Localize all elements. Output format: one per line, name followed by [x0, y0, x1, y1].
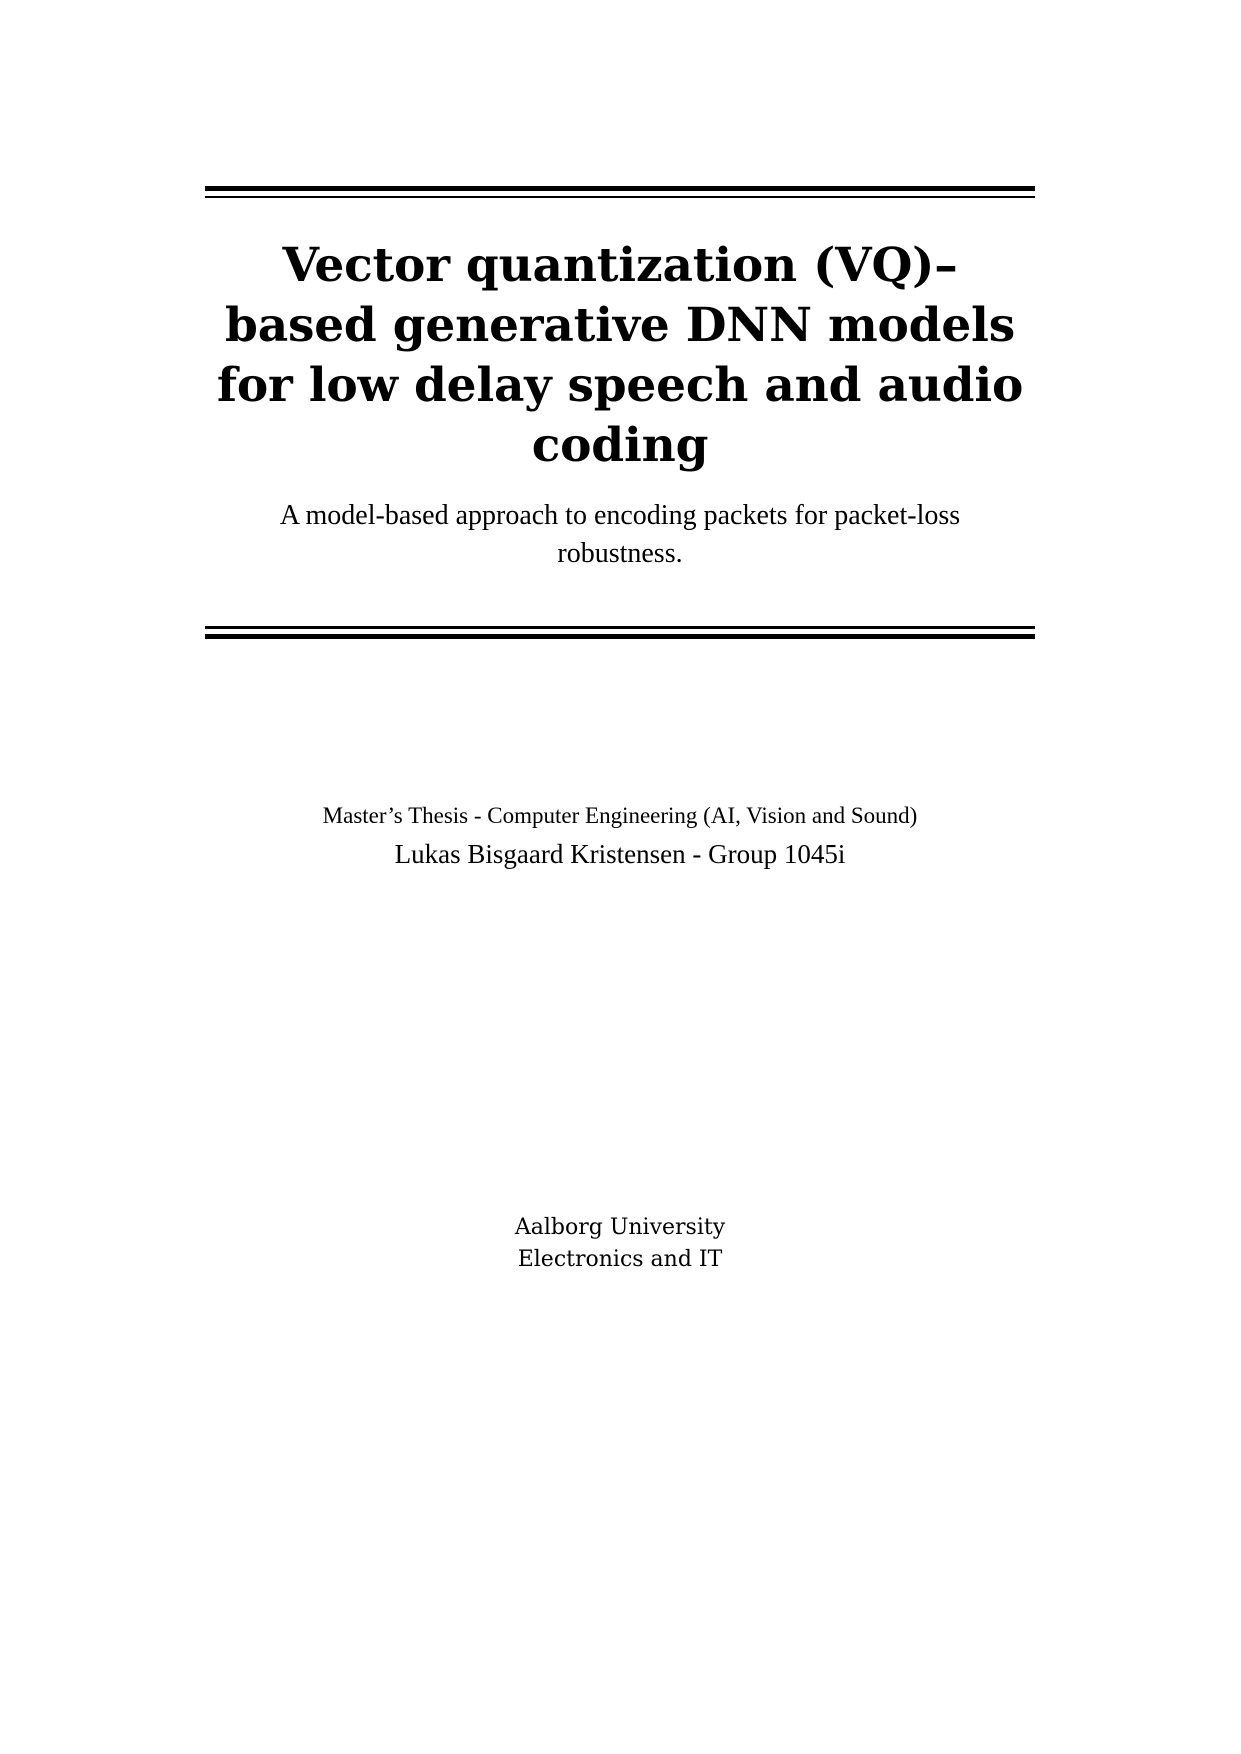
title-spacer: [205, 574, 1035, 626]
top-double-rule: [205, 186, 1035, 198]
bottom-double-rule: [205, 626, 1035, 639]
department-label: Electronics and IT: [517, 1246, 723, 1272]
page-subtitle: A model-based approach to encoding packets for packet-loss robustness.: [279, 499, 961, 570]
thesis-type-label: Master’s Thesis - Computer Engineering (AI, Vision and Sound): [322, 803, 918, 828]
author-name-label: Lukas Bisgaard Kristensen - Group 1045i: [394, 839, 846, 870]
page-title: Vector quantization (VQ)–based generative DNN models for low delay speech and audio coding: [216, 238, 1024, 474]
university-label: Aalborg University: [514, 1215, 726, 1240]
institution-block: [205, 1212, 1035, 1276]
title-block: [205, 186, 1035, 639]
author-block: [205, 800, 1035, 873]
